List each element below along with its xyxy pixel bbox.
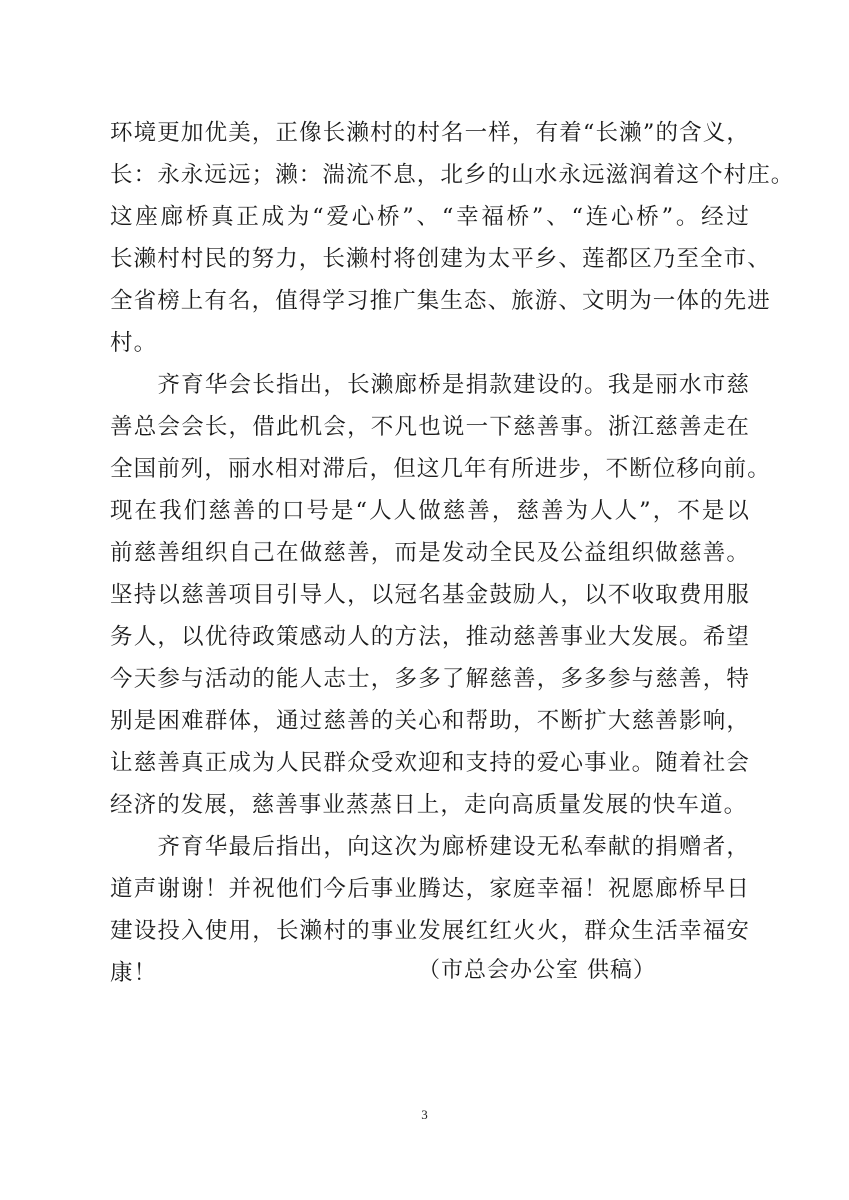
text-line: 让慈善真正成为人民群众受欢迎和支持的爱心事业。随着社会: [110, 750, 750, 776]
byline: （市总会办公室 供稿）: [418, 958, 656, 983]
text-line: 别是困难群体，通过慈善的关心和帮助，不断扩大慈善影响，: [110, 708, 750, 734]
text-line: 现在我们慈善的口号是“人人做慈善，慈善为人人”，不是以: [110, 498, 750, 524]
text-line: 环境更加优美，正像长濑村的村名一样，有着“长濑”的含义，: [110, 120, 750, 146]
text-line: 坚持以慈善项目引导人，以冠名基金鼓励人，以不收取费用服: [110, 582, 750, 608]
text-line: 今天参与活动的能人志士，多多了解慈善，多多参与慈善，特: [110, 666, 750, 692]
text-line: 经济的发展，慈善事业蒸蒸日上，走向高质量发展的快车道。: [110, 792, 748, 818]
text-line: 长濑村村民的努力，长濑村将创建为太平乡、莲都区乃至全市、: [110, 246, 771, 272]
text-line: 村。: [110, 330, 158, 356]
text-line: 齐育华会长指出，长濑廊桥是捐款建设的。我是丽水市慈: [110, 372, 750, 398]
text-line: 全省榜上有名，值得学习推广集生态、旅游、文明为一体的先进: [110, 288, 771, 314]
text-line: 建设投入使用，长濑村的事业发展红红火火，群众生活幸福安: [110, 918, 750, 944]
text-line: 康！: [110, 960, 158, 986]
text-line: 道声谢谢！并祝他们今后事业腾达，家庭幸福！祝愿廊桥早日: [110, 876, 750, 902]
text-line: 务人，以优待政策感动人的方法，推动慈善事业大发展。希望: [110, 624, 750, 650]
text-line: 全国前列，丽水相对滞后，但这几年有所进步，不断位移向前。: [110, 456, 771, 482]
text-line: 长：永永远远；濑：湍流不息，北乡的山水永远滋润着这个村庄。: [110, 162, 795, 188]
text-line: 这座廊桥真正成为“爱心桥”、“幸福桥”、“连心桥”。经过: [110, 204, 750, 230]
page-number: 3: [421, 1107, 428, 1122]
text-line: 善总会会长，借此机会，不凡也说一下慈善事。浙江慈善走在: [110, 414, 750, 440]
body-text: [110, 112, 795, 994]
text-line: 前慈善组织自己在做慈善，而是发动全民及公益组织做慈善。: [110, 540, 750, 566]
text-line: 齐育华最后指出，向这次为廊桥建设无私奉献的捐赠者，: [110, 834, 750, 860]
